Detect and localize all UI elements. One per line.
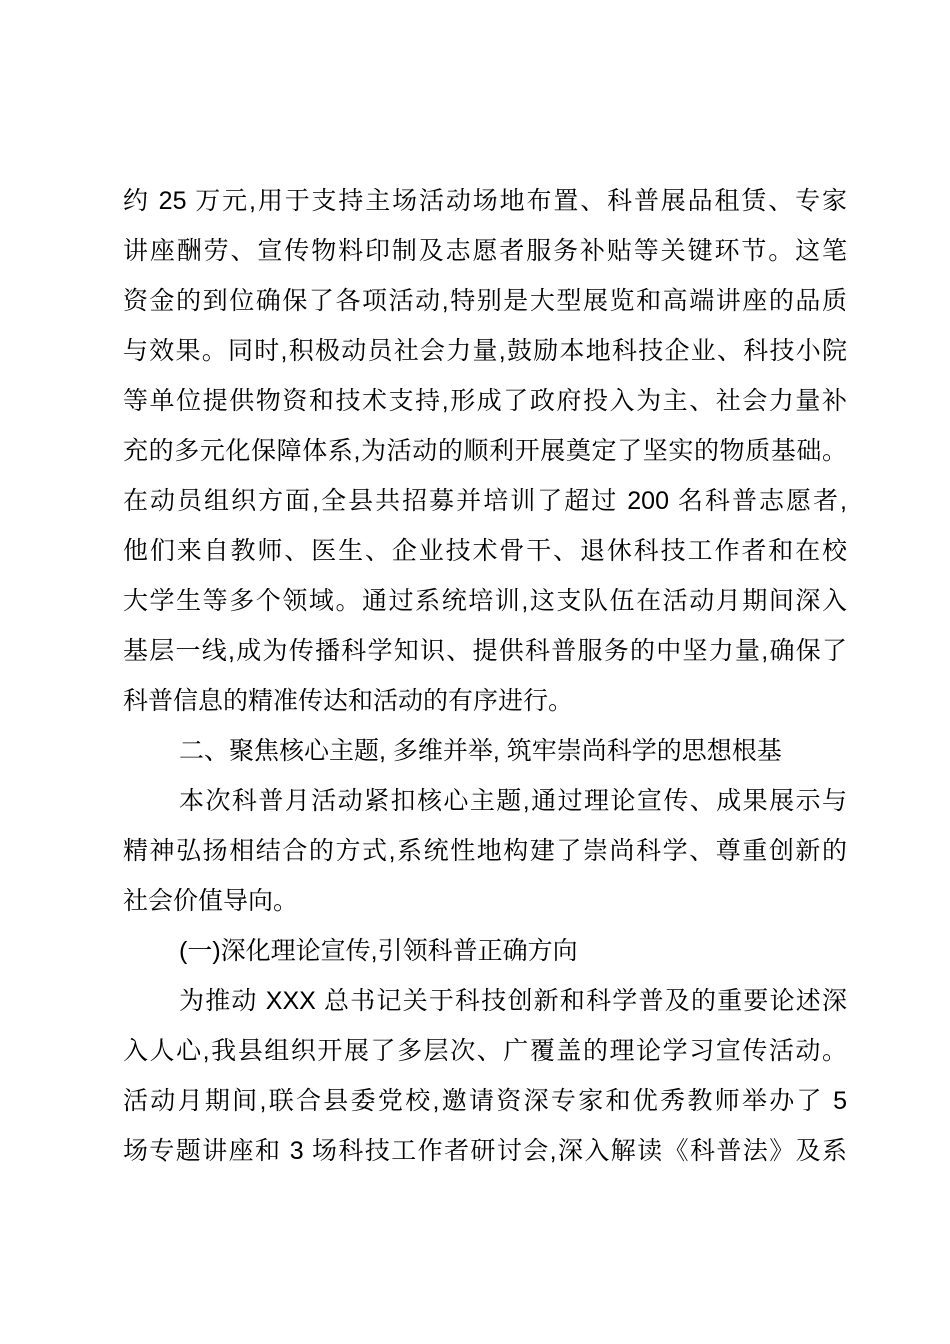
body-text-line: 基层一线,成为传播科学知识、提供科普服务的中坚力量,确保了 xyxy=(123,637,847,665)
body-text-line: 充的多元化保障体系,为活动的顺利开展奠定了坚实的物质基础。 xyxy=(123,437,847,465)
body-text-line: 为推动 XXX 总书记关于科技创新和科学普及的重要论述深 xyxy=(179,987,847,1015)
section-heading-line: 二、聚焦核心主题, 多维并举, 筑牢崇尚科学的思想根基 xyxy=(179,737,782,765)
document-text-block xyxy=(123,176,847,1176)
body-text-line: 本次科普月活动紧扣核心主题,通过理论宣传、成果展示与 xyxy=(179,787,847,815)
body-text-line: 大学生等多个领域。通过系统培训,这支队伍在活动月期间深入 xyxy=(123,587,847,615)
body-text-line: 入人心,我县组织开展了多层次、广覆盖的理论学习宣传活动。 xyxy=(123,1037,847,1065)
body-text-line: 场专题讲座和 3 场科技工作者研讨会,深入解读《科普法》及系 xyxy=(123,1137,847,1165)
body-text-line: 资金的到位确保了各项活动,特别是大型展览和高端讲座的品质 xyxy=(123,287,847,315)
body-text-line: 在动员组织方面,全县共招募并培训了超过 200 名科普志愿者, xyxy=(123,487,847,515)
body-text-line: 社会价值导向。 xyxy=(123,887,299,915)
body-text-line: 他们来自教师、医生、企业技术骨干、退休科技工作者和在校 xyxy=(123,537,847,565)
body-text-line: 科普信息的精准传达和活动的有序进行。 xyxy=(123,687,574,715)
body-text-line: 等单位提供物资和技术支持,形成了政府投入为主、社会力量补 xyxy=(123,387,847,415)
body-text-line: 精神弘扬相结合的方式,系统性地构建了崇尚科学、尊重创新的 xyxy=(123,837,847,865)
section-heading-line: (一)深化理论宣传,引领科普正确方向 xyxy=(179,937,578,965)
body-text-line: 与效果。同时,积极动员社会力量,鼓励本地科技企业、科技小院 xyxy=(123,337,847,365)
body-text-line: 讲座酬劳、宣传物料印制及志愿者服务补贴等关键环节。这笔 xyxy=(123,237,847,265)
body-text-line: 约 25 万元,用于支持主场活动场地布置、科普展品租赁、专家 xyxy=(123,187,847,215)
body-text-line: 活动月期间,联合县委党校,邀请资深专家和优秀教师举办了 5 xyxy=(123,1087,847,1115)
